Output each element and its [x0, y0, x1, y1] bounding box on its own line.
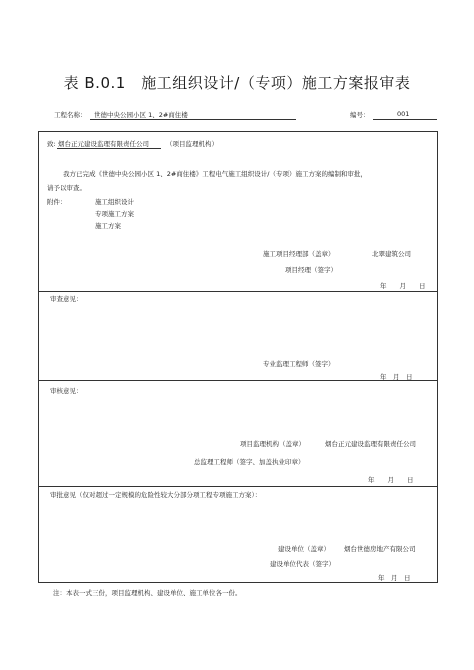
section2-date: 年 月 日 [380, 373, 413, 381]
engineer-sign-label: 专业监理工程师（签字） [263, 360, 335, 368]
number-label: 编号： [350, 111, 370, 119]
to-suffix: （项目监理机构） [166, 140, 218, 148]
supervision-org-label: 项目监理机构（盖章） [240, 440, 305, 448]
project-name-underline [90, 119, 296, 120]
manager-label: 项目经理（签字） [285, 266, 337, 274]
number-underline [373, 119, 437, 120]
attachment-item: 施工方案 [95, 222, 121, 230]
owner-unit-label: 建设单位（盖章） [278, 545, 330, 553]
body-line-1: 我方已完成《世德中央公园小区 1、2#商住楼》工程电气施工组织设计/（专项）施工方案的编制和审批， [63, 170, 367, 178]
to-label: 致: [47, 140, 56, 148]
page-title: 表 B.0.1 施工组织设计/（专项）施工方案报审表 [63, 74, 411, 92]
project-name: 世德中央公园小区 1、2#商住楼 [94, 111, 188, 119]
attachment-item: 施工组织设计 [95, 198, 134, 206]
review-heading: 审查意见： [50, 295, 83, 303]
section4-date: 年 月 日 [378, 574, 411, 582]
audit-heading: 审核意见： [50, 387, 83, 395]
owner-rep-label: 建设单位代表（签字） [270, 560, 335, 568]
body-line-2: 请予以审查。 [47, 184, 86, 192]
section3-date: 年 月 日 [368, 476, 414, 484]
dept-value: 北翠建筑公司 [372, 250, 411, 258]
row-divider-2 [38, 380, 438, 381]
approval-heading: 审批意见（仅对超过一定规模的危险性较大分部分项工程专项施工方案）： [50, 491, 262, 499]
attachment-item: 专项施工方案 [95, 210, 134, 218]
to-org: 烟台正元建设监理有限责任公司 [58, 140, 149, 148]
project-name-label: 工程名称： [54, 111, 87, 119]
dept-label: 施工项目经理部（盖章） [263, 250, 335, 258]
number-value: 001 [397, 110, 410, 118]
chief-engineer-label: 总监理工程师（签字、加盖执业印章） [194, 458, 305, 466]
owner-unit-value: 烟台世德房地产有限公司 [344, 545, 416, 553]
row-divider-3 [38, 486, 438, 487]
footnote: 注：本表一式三份，项目监理机构、建设单位、施工单位各一份。 [53, 589, 242, 597]
to-underline [57, 148, 161, 149]
supervision-org-value: 烟台正元建设监理有限责任公司 [325, 440, 416, 448]
attach-label: 附件： [47, 198, 67, 206]
row-divider-1 [38, 291, 438, 292]
section1-date: 年 月 日 [380, 282, 426, 290]
